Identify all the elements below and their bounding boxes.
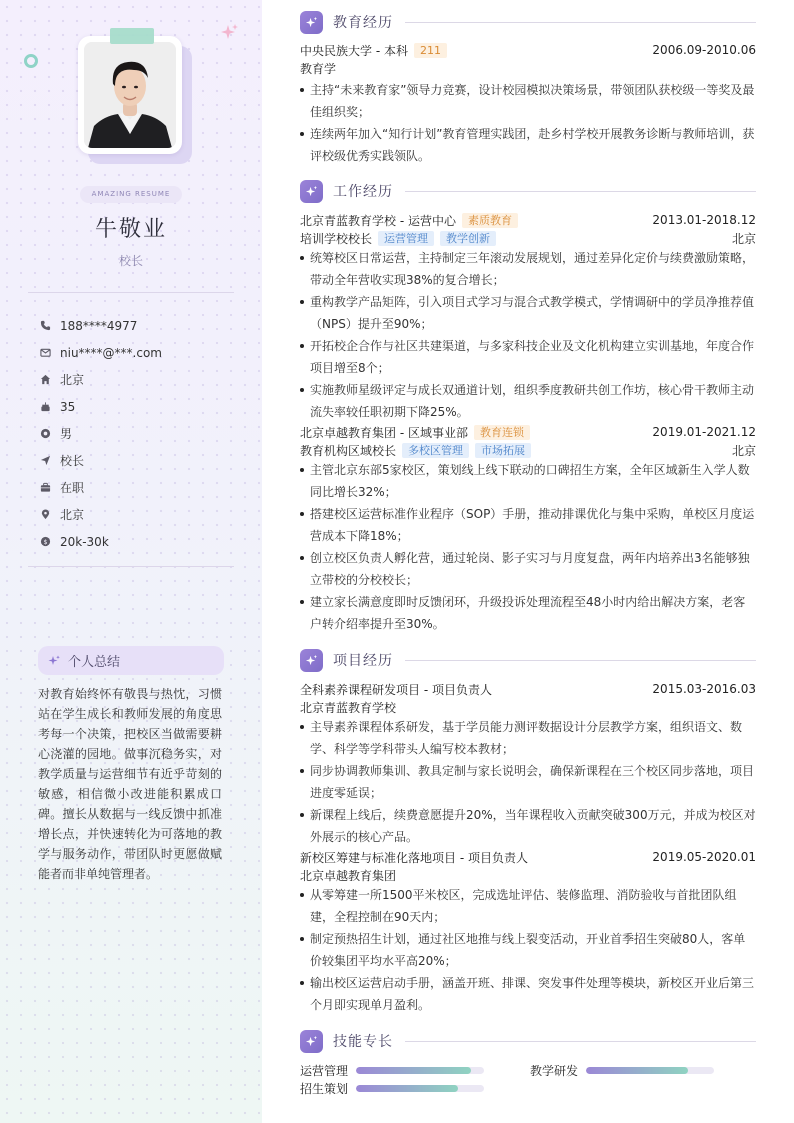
list-item: 连续两年加入“知行计划”教育管理实践团，赴乡村学校开展教务诊断与教师培训，获评校级优秀实践领队。 <box>300 123 756 167</box>
skill-fill <box>586 1067 688 1074</box>
contact-value: 北京 <box>60 508 85 522</box>
sparkle-icon <box>300 11 323 34</box>
section-work-header <box>300 179 756 203</box>
contact-value: 北京 <box>60 373 85 387</box>
project-name: 全科素养课程研发项目 - 项目负责人 <box>300 682 492 697</box>
project-name: 新校区筹建与标准化落地项目 - 项目负责人 <box>300 850 528 865</box>
list-item: 主导素养课程体系研发，基于学员能力测评数据设计分层教学方案，组织语文、数学、科学等学科带头人编写校本教材； <box>300 716 756 760</box>
contact-value: 188****4977 <box>60 318 138 333</box>
briefcase-icon <box>40 482 60 493</box>
list-item: 实施教师星级评定与成长双通道计划，组织季度教研共创工作坊，核心骨干教师主动流失率较任职初期下降25%。 <box>300 379 756 423</box>
section-education-header <box>300 10 756 34</box>
section-title: 工作经历 <box>333 184 393 200</box>
mail-icon <box>40 347 60 358</box>
section-rule <box>405 660 756 661</box>
company-tag: 教育连锁 <box>474 425 530 440</box>
section-title: 项目经历 <box>333 653 393 669</box>
svg-text:$: $ <box>43 537 48 546</box>
list-item: 主持“未来教育家”领导力竞赛，设计校园模拟决策场景，带领团队获校级一等奖及最佳组织奖； <box>300 79 756 123</box>
list-item: 主管北京东部5家校区，策划线上线下联动的口碑招生方案，全年区域新生入学人数同比增长32%； <box>300 459 756 503</box>
section-projects-header <box>300 648 756 672</box>
contact-value: 35 <box>60 399 76 414</box>
company-tag: 素质教育 <box>462 213 518 228</box>
section-title: 技能专长 <box>333 1034 393 1050</box>
summary-header <box>38 646 224 675</box>
company-name: 北京青蓝教育学校 - 运营中心 <box>300 213 456 228</box>
work-period: 2013.01-2018.12 <box>652 213 756 227</box>
project-entry <box>300 848 756 1016</box>
profile-photo <box>78 36 188 160</box>
send-icon <box>40 455 60 466</box>
home-icon <box>40 374 60 385</box>
contact-location <box>40 501 240 528</box>
section-title: 教育经历 <box>333 15 393 31</box>
phone-icon <box>40 320 60 331</box>
skill-label: 教学研发 <box>530 1063 579 1078</box>
contact-value: 男 <box>60 427 73 441</box>
decorative-ring <box>24 54 38 68</box>
resume-badge: AMAZING RESUME <box>80 186 182 203</box>
skill-bar <box>356 1085 484 1092</box>
contact-value: niu****@***.com <box>60 345 162 360</box>
contact-status <box>40 474 240 501</box>
job-position: 教育机构区域校长 <box>300 443 397 458</box>
job-city: 北京 <box>731 443 756 458</box>
divider <box>28 566 234 567</box>
candidate-name: 牛敬业 <box>94 217 167 242</box>
contact-email <box>40 339 240 366</box>
contact-value: 校长 <box>60 454 85 468</box>
project-org: 北京青蓝教育学校 <box>300 700 397 715</box>
avatar <box>84 42 176 148</box>
contact-value: 在职 <box>60 481 85 495</box>
contact-age <box>40 393 240 420</box>
work-entry <box>300 211 756 423</box>
skill-label: 招生策划 <box>300 1081 349 1096</box>
education-period: 2006.09-2010.06 <box>652 43 756 57</box>
section-rule <box>405 22 756 23</box>
list-item: 从零筹建一所1500平米校区，完成选址评估、装修监理、消防验收与首批团队组建，全程控制在90天内； <box>300 884 756 928</box>
school-tag: 211 <box>414 43 447 58</box>
candidate-title: 校长 <box>118 254 143 268</box>
contact-position <box>40 447 240 474</box>
gender-icon <box>40 428 60 439</box>
contact-value: 20k-30k <box>60 534 109 549</box>
cake-icon <box>40 401 60 412</box>
skill-item <box>300 1061 484 1079</box>
list-item: 创立校区负责人孵化营，通过轮岗、影子实习与月度复盘，两年内培养出3名能够独立带校的分校校长； <box>300 547 756 591</box>
skill-tag: 市场拓展 <box>475 443 531 458</box>
project-entry <box>300 680 756 848</box>
section-skills-header <box>300 1029 756 1053</box>
list-item: 建立家长满意度即时反馈闭环，升级投诉处理流程至48小时内给出解决方案，老客户转介绍率提升至30%。 <box>300 591 756 635</box>
skill-bar <box>356 1067 484 1074</box>
job-city: 北京 <box>731 231 756 246</box>
sparkle-icon <box>300 649 323 672</box>
photo-tape <box>110 28 154 44</box>
divider <box>28 292 234 293</box>
contact-list <box>40 312 240 555</box>
project-period: 2015.03-2016.03 <box>652 682 756 696</box>
sparkle-icon <box>48 655 60 667</box>
sparkle-icon <box>300 1030 323 1053</box>
list-item: 输出校区运营启动手册，涵盖开班、排课、突发事件处理等模块，新校区开业后第三个月即实现单月盈利。 <box>300 972 756 1016</box>
sparkle-icon <box>300 180 323 203</box>
skill-bar <box>586 1067 714 1074</box>
skill-label: 运营管理 <box>300 1063 349 1078</box>
project-org: 北京卓越教育集团 <box>300 868 397 883</box>
contact-salary <box>40 528 240 555</box>
work-entry <box>300 423 756 635</box>
list-item: 同步协调教师集训、教具定制与家长说明会，确保新课程在三个校区同步落地，项目进度零延误； <box>300 760 756 804</box>
list-item: 重构教学产品矩阵，引入项目式学习与混合式教学模式，学情调研中的学员净推荐值（NPS）提升至90%； <box>300 291 756 335</box>
section-rule <box>405 1041 756 1042</box>
sparkle-icon <box>219 23 239 43</box>
skill-item <box>300 1079 484 1097</box>
job-position: 培训学校校长 <box>300 231 373 246</box>
skill-fill <box>356 1067 471 1074</box>
contact-phone <box>40 312 240 339</box>
list-item: 开拓校企合作与社区共建渠道，与多家科技企业及文化机构建立实训基地，年度合作项目增至8个； <box>300 335 756 379</box>
school-name: 中央民族大学 - 本科 <box>300 43 408 58</box>
list-item: 统筹校区日常运营，主持制定三年滚动发展规划，通过差异化定价与续费激励策略，带动全年营收实现38%的复合增长； <box>300 247 756 291</box>
list-item: 制定预热招生计划，通过社区地推与线上裂变活动，开业首季招生突破80人，客单价较集团平均水平高20%； <box>300 928 756 972</box>
project-period: 2019.05-2020.01 <box>652 850 756 864</box>
skill-tag: 教学创新 <box>440 231 496 246</box>
sidebar <box>0 0 262 1123</box>
skill-item <box>530 1061 714 1079</box>
major: 教育学 <box>300 61 337 76</box>
education-entry <box>300 41 756 167</box>
summary-text: 对教育始终怀有敬畏与热忱，习惯站在学生成长和教师发展的角度思考每一个决策，把校区当做需要耕心浇灌的园地。做事沉稳务实，对教学质量与运营细节有近乎苛刻的敏感，相信微小改进能积累成口碑。擅长从数据与一线反馈中抓准增长点，并快速转化为可落地的教学与服务动作，带团队时更愿做赋能者而非单纯管理者。 <box>38 687 222 881</box>
location-pin-icon <box>40 509 60 520</box>
list-item: 搭建校区运营标准作业程序（SOP）手册，推动排课优化与集中采购，单校区月度运营成本下降18%； <box>300 503 756 547</box>
list-item: 新课程上线后，续费意愿提升20%，当年课程收入贡献突破300万元，并成为校区对外展示的核心产品。 <box>300 804 756 848</box>
contact-residence <box>40 366 240 393</box>
section-rule <box>405 191 756 192</box>
contact-gender <box>40 420 240 447</box>
summary-title: 个人总结 <box>68 655 121 670</box>
skill-tag: 多校区管理 <box>402 443 469 458</box>
skill-fill <box>356 1085 458 1092</box>
skill-tag: 运营管理 <box>378 231 434 246</box>
work-period: 2019.01-2021.12 <box>652 425 756 439</box>
company-name: 北京卓越教育集团 - 区域事业部 <box>300 425 468 440</box>
salary-icon <box>40 536 60 547</box>
